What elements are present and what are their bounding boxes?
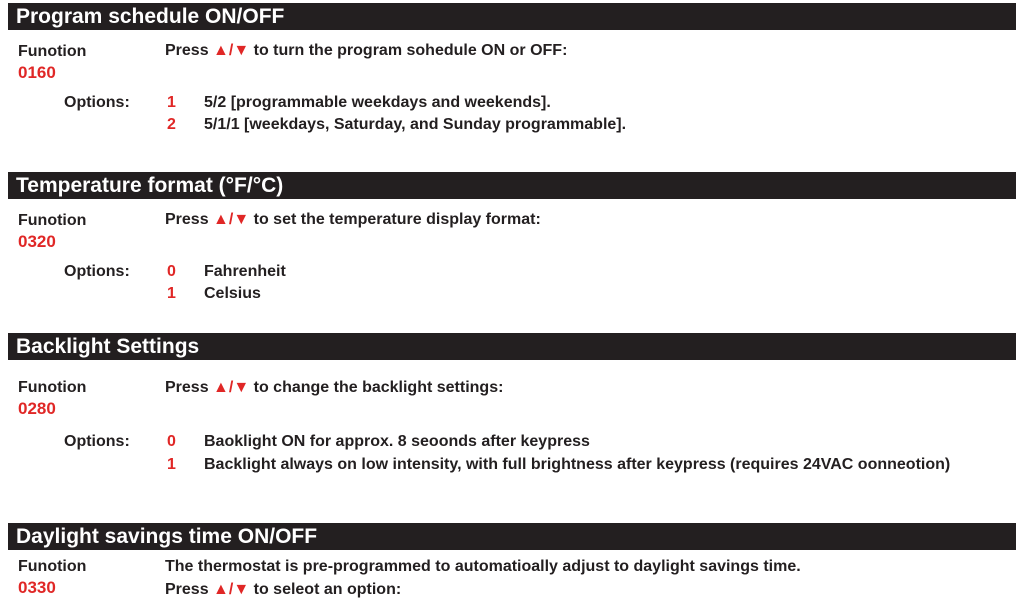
options-label: Options:	[64, 433, 130, 450]
function-label: Funotion	[18, 43, 87, 60]
function-label: Funotion	[18, 212, 87, 229]
option-text: Backlight always on low intensity, with full brightness after keypress (requires 24VAC oonneotion)	[204, 456, 951, 473]
section-title: Program schedule ON/OFF	[8, 3, 1016, 30]
section-title: Backlight Settings	[8, 333, 1016, 360]
section-title: Daylight savings time ON/OFF	[8, 523, 1016, 550]
function-description	[165, 579, 1016, 600]
function-code: 0330	[18, 578, 56, 597]
desc-suffix: to set the temperature display format:	[249, 211, 541, 228]
function-label: Funotion	[18, 558, 87, 575]
section-program-schedule	[8, 3, 1016, 133]
function-description	[165, 377, 1016, 398]
up-down-arrows-icon: ▲/▼	[213, 42, 250, 59]
option-number: 1	[167, 285, 176, 302]
desc-suffix: to turn the program sohedule ON or OFF:	[249, 42, 568, 59]
function-code: 0320	[18, 232, 56, 251]
section-temperature-format	[8, 172, 1016, 302]
options-label: Options:	[64, 94, 130, 111]
function-description	[165, 209, 1016, 230]
option-number: 0	[167, 263, 176, 280]
option-number: 0	[167, 433, 176, 450]
option-number: 1	[167, 94, 176, 111]
desc-suffix: to change the backlight settings:	[249, 379, 504, 396]
up-down-arrows-icon: ▲/▼	[213, 581, 250, 598]
option-text: Celsius	[204, 285, 261, 302]
section-daylight-savings	[8, 523, 1016, 598]
option-number: 2	[167, 116, 176, 133]
desc-prefix: Press	[165, 42, 214, 59]
desc-prefix: Press	[165, 379, 214, 396]
option-text: Fahrenheit	[204, 263, 286, 280]
section-backlight-settings	[8, 333, 1016, 473]
desc-prefix: Press	[165, 211, 214, 228]
function-label: Funotion	[18, 379, 87, 396]
option-text: 5/2 [programmable weekdays and weekends].	[204, 94, 551, 111]
option-text: Baoklight ON for approx. 8 seoonds after keypress	[204, 433, 590, 450]
up-down-arrows-icon: ▲/▼	[213, 379, 250, 396]
desc-suffix: to seleot an option:	[249, 581, 402, 598]
function-description-line1: The thermostat is pre-programmed to automatioally adjust to daylight savings time.	[165, 558, 801, 575]
function-description	[165, 40, 1016, 61]
section-title: Temperature format (°F/°C)	[8, 172, 1016, 199]
option-text: 5/1/1 [weekdays, Saturday, and Sunday programmable].	[204, 116, 627, 133]
up-down-arrows-icon: ▲/▼	[213, 211, 250, 228]
option-number: 1	[167, 456, 176, 473]
function-code: 0160	[18, 63, 56, 82]
options-label: Options:	[64, 263, 130, 280]
desc-prefix: Press	[165, 581, 214, 598]
function-code: 0280	[18, 399, 56, 418]
